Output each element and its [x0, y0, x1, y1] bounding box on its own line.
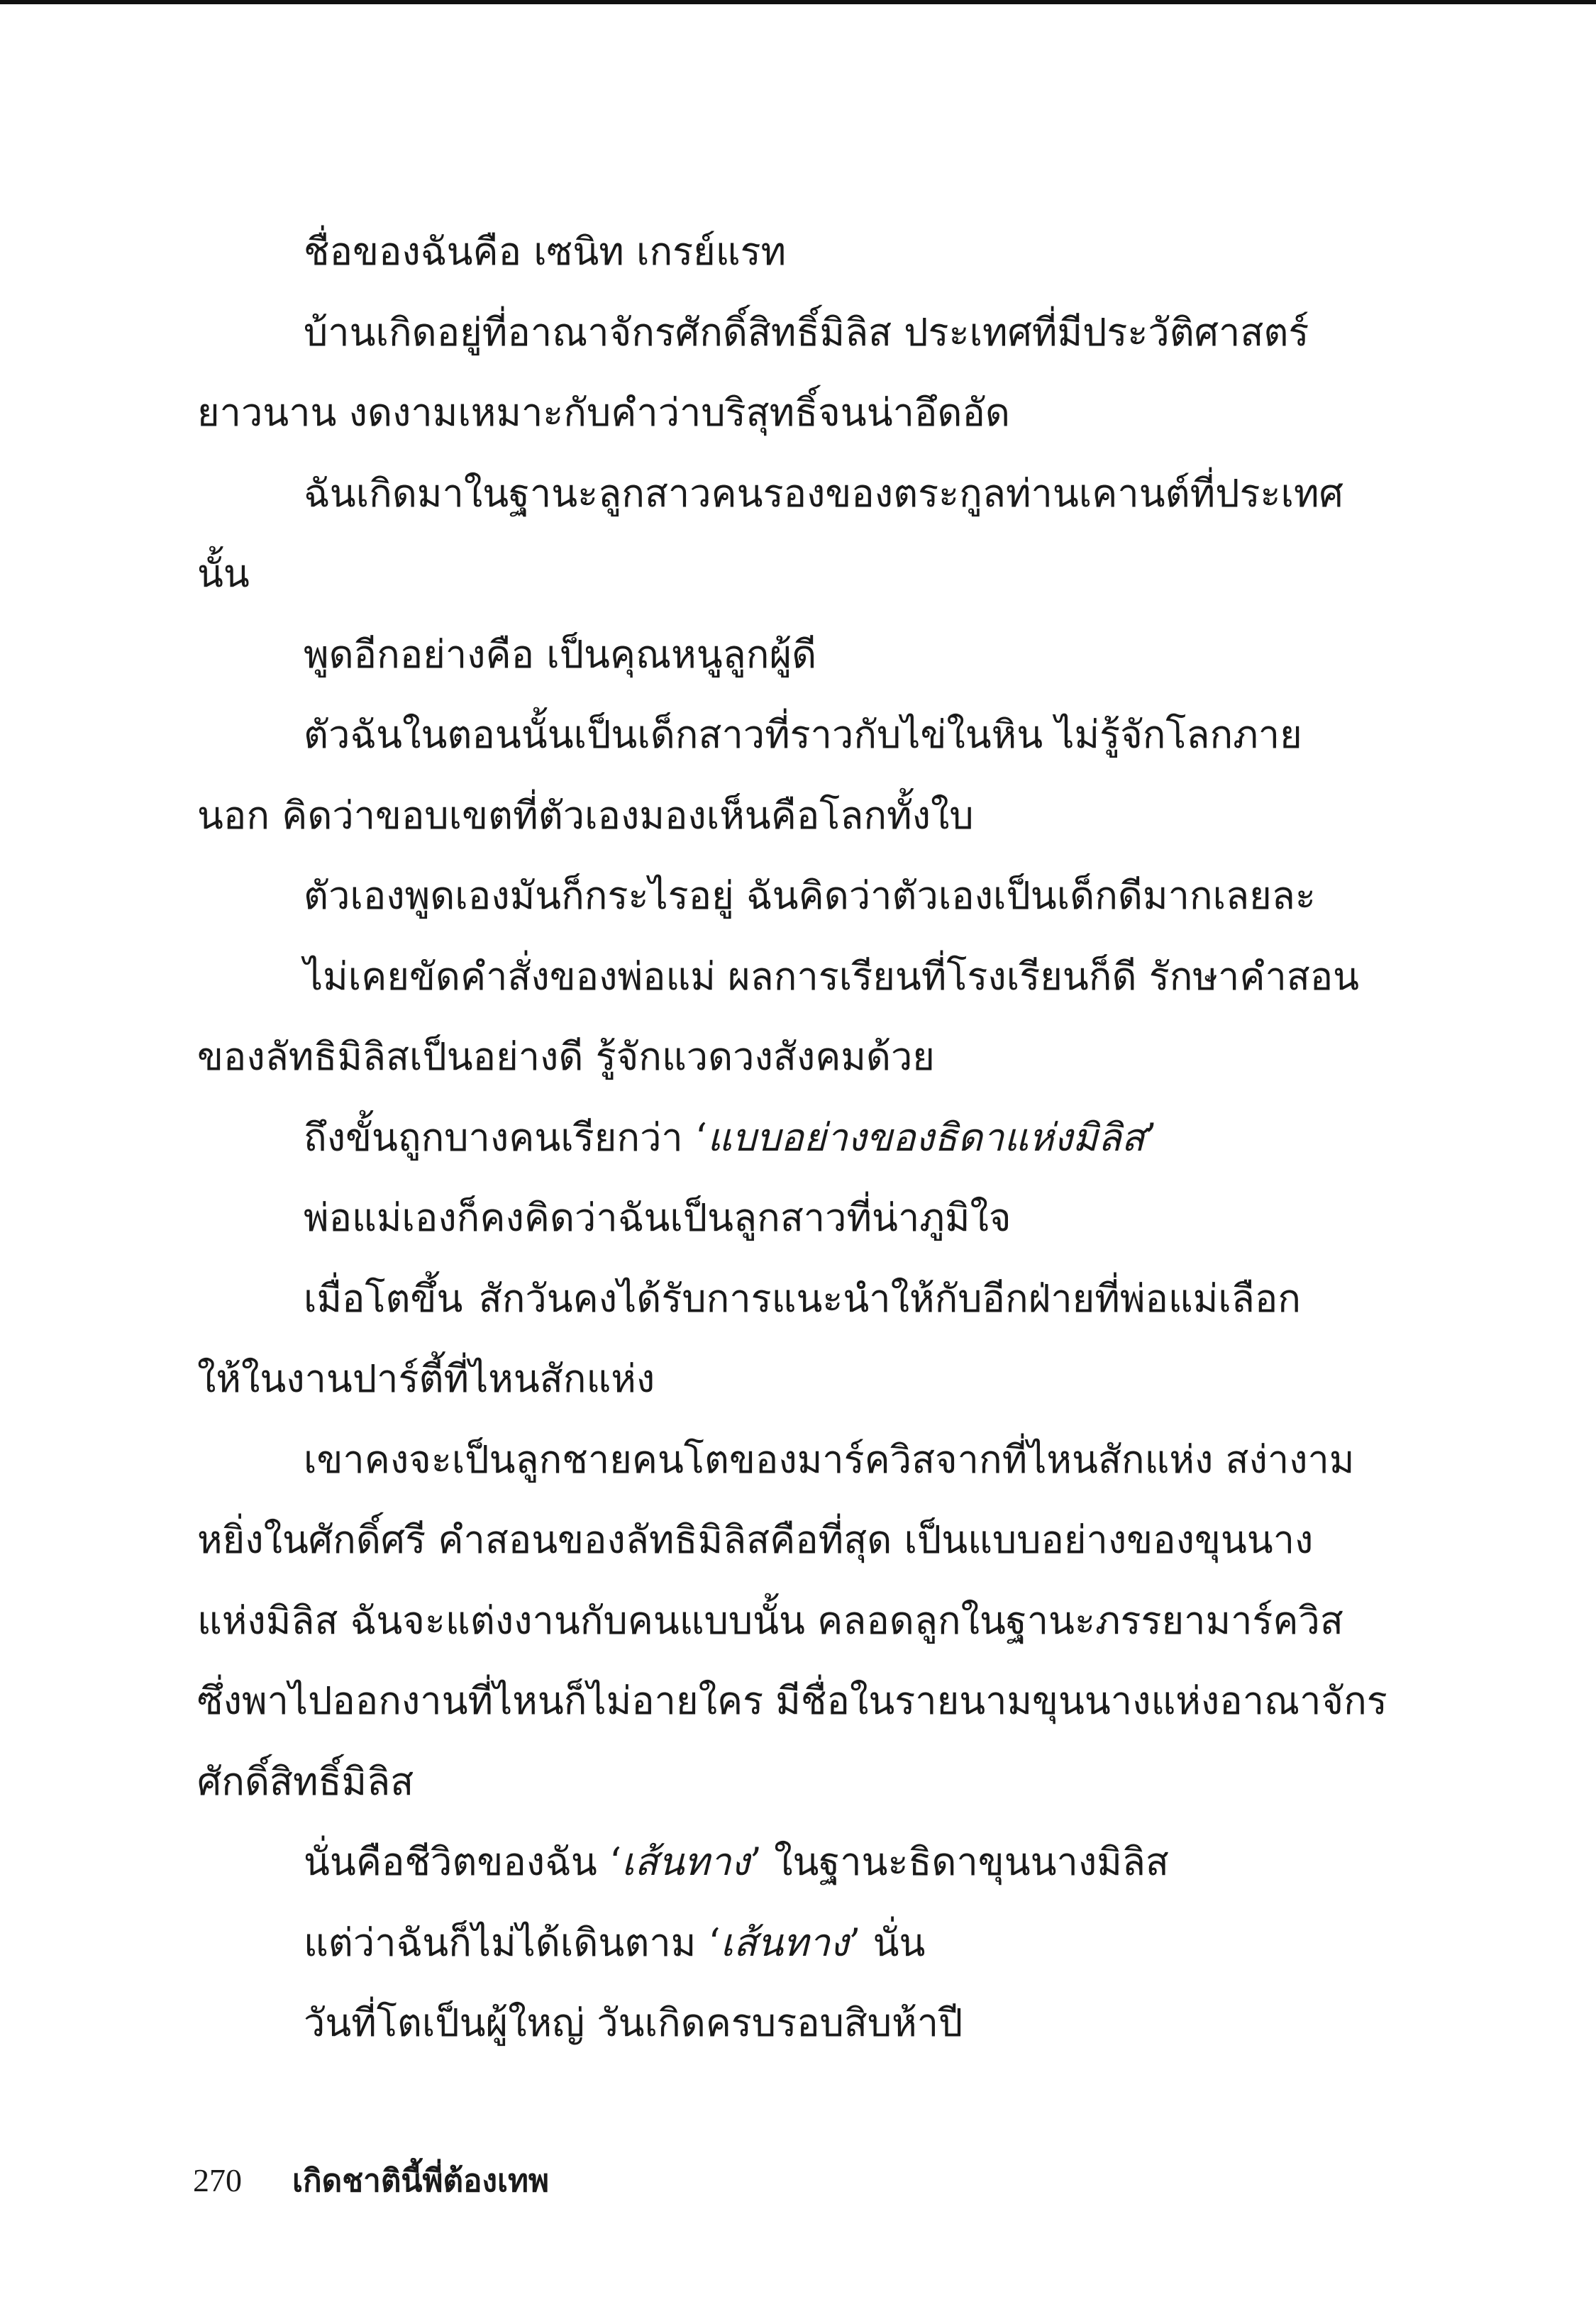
italic-phrase: แบบอย่างของธิดาแห่งมิลิส	[707, 1114, 1145, 1160]
text-line: ตัวฉันในตอนนั้นเป็นเด็กสาวที่ราวกับไข่ในหิน ไม่รู้จักโลกภาย	[304, 712, 1302, 757]
text-segment: แต่ว่าฉันก็ไม่ได้เดินตาม ‘	[304, 1920, 721, 1965]
text-line: นั้น	[197, 551, 250, 596]
text-line: แห่งมิลิส ฉันจะแต่งงานกับคนแบบนั้น คลอดลูกในฐานะภรรยามาร์ควิส	[197, 1598, 1343, 1643]
text-line: วันที่โตเป็นผู้ใหญ่ วันเกิดครบรอบสิบห้าปี	[304, 2000, 963, 2045]
page-number: 270	[193, 2162, 242, 2198]
text-line	[197, 1822, 1301, 1903]
text-line: ชื่อของฉันคือ เซนิท เกรย์แรท	[304, 229, 787, 274]
page-footer	[193, 2155, 549, 2205]
text-line: ซึ่งพาไปออกงานที่ไหนก็ไม่อายใคร มีชื่อในรายนามขุนนางแห่งอาณาจักร	[197, 1678, 1387, 1723]
top-border-rule	[0, 0, 1596, 4]
text-line: พ่อแม่เองก็คงคิดว่าฉันเป็นลูกสาวที่น่าภูมิใจ	[304, 1195, 1012, 1240]
text-line: นอก คิดว่าขอบเขตที่ตัวเองมองเห็นคือโลกทั้งใบ	[197, 792, 974, 838]
text-line: ฉันเกิดมาในฐานะลูกสาวคนรองของตระกูลท่านเคานต์ที่ประเทศ	[304, 470, 1343, 516]
text-segment: ถึงขั้นถูกบางคนเรียกว่า ‘	[304, 1114, 708, 1160]
text-line: ตัวเองพูดเองมันก็กระไรอยู่ ฉันคิดว่าตัวเองเป็นเด็กดีมากเลยละ	[304, 873, 1316, 918]
italic-phrase: เส้นทาง	[720, 1920, 849, 1965]
text-line: ของลัทธิมิลิสเป็นอย่างดี รู้จักแวดวงสังคมด้วย	[197, 1034, 935, 1079]
text-line: ไม่เคยขัดคำสั่งของพ่อแม่ ผลการเรียนที่โรงเรียนก็ดี รักษาคำสอน	[304, 953, 1360, 999]
text-segment: ’ นั่น	[848, 1920, 926, 1965]
italic-phrase: เส้นทาง	[621, 1839, 750, 1884]
text-line: หยิ่งในศักดิ์ศรี คำสอนของลัทธิมิลิสคือที่สุด เป็นแบบอย่างของขุนนาง	[197, 1517, 1314, 1562]
text-line: ให้ในงานปาร์ตี้ที่ไหนสักแห่ง	[197, 1356, 655, 1401]
text-line: บ้านเกิดอยู่ที่อาณาจักรศักดิ์สิทธิ์มิลิส ประเทศที่มีประวัติศาสตร์	[304, 309, 1309, 355]
text-segment: นั่นคือชีวิตของฉัน ‘	[304, 1839, 622, 1884]
body-text	[197, 211, 1387, 2064]
text-line: ยาวนาน งดงามเหมาะกับคำว่าบริสุทธิ์จนน่าอึดอัด	[197, 390, 1010, 435]
text-line	[197, 1097, 1301, 1178]
text-line: เขาคงจะเป็นลูกชายคนโตของมาร์ควิสจากที่ไหนสักแห่ง สง่างาม	[304, 1436, 1355, 1482]
text-line	[197, 1903, 1301, 1983]
text-segment: ’	[1144, 1114, 1157, 1160]
text-line: เมื่อโตขึ้น สักวันคงได้รับการแนะนำให้กับอีกฝ่ายที่พ่อแม่เลือก	[304, 1275, 1301, 1321]
text-line: พูดอีกอย่างคือ เป็นคุณหนูลูกผู้ดี	[304, 631, 817, 677]
text-line: ศักดิ์สิทธิ์มิลิส	[197, 1759, 414, 1804]
text-segment: ’ ในฐานะธิดาขุนนางมิลิส	[749, 1839, 1169, 1884]
running-title: เกิดชาตินี้พี่ต้องเทพ	[292, 2163, 550, 2199]
